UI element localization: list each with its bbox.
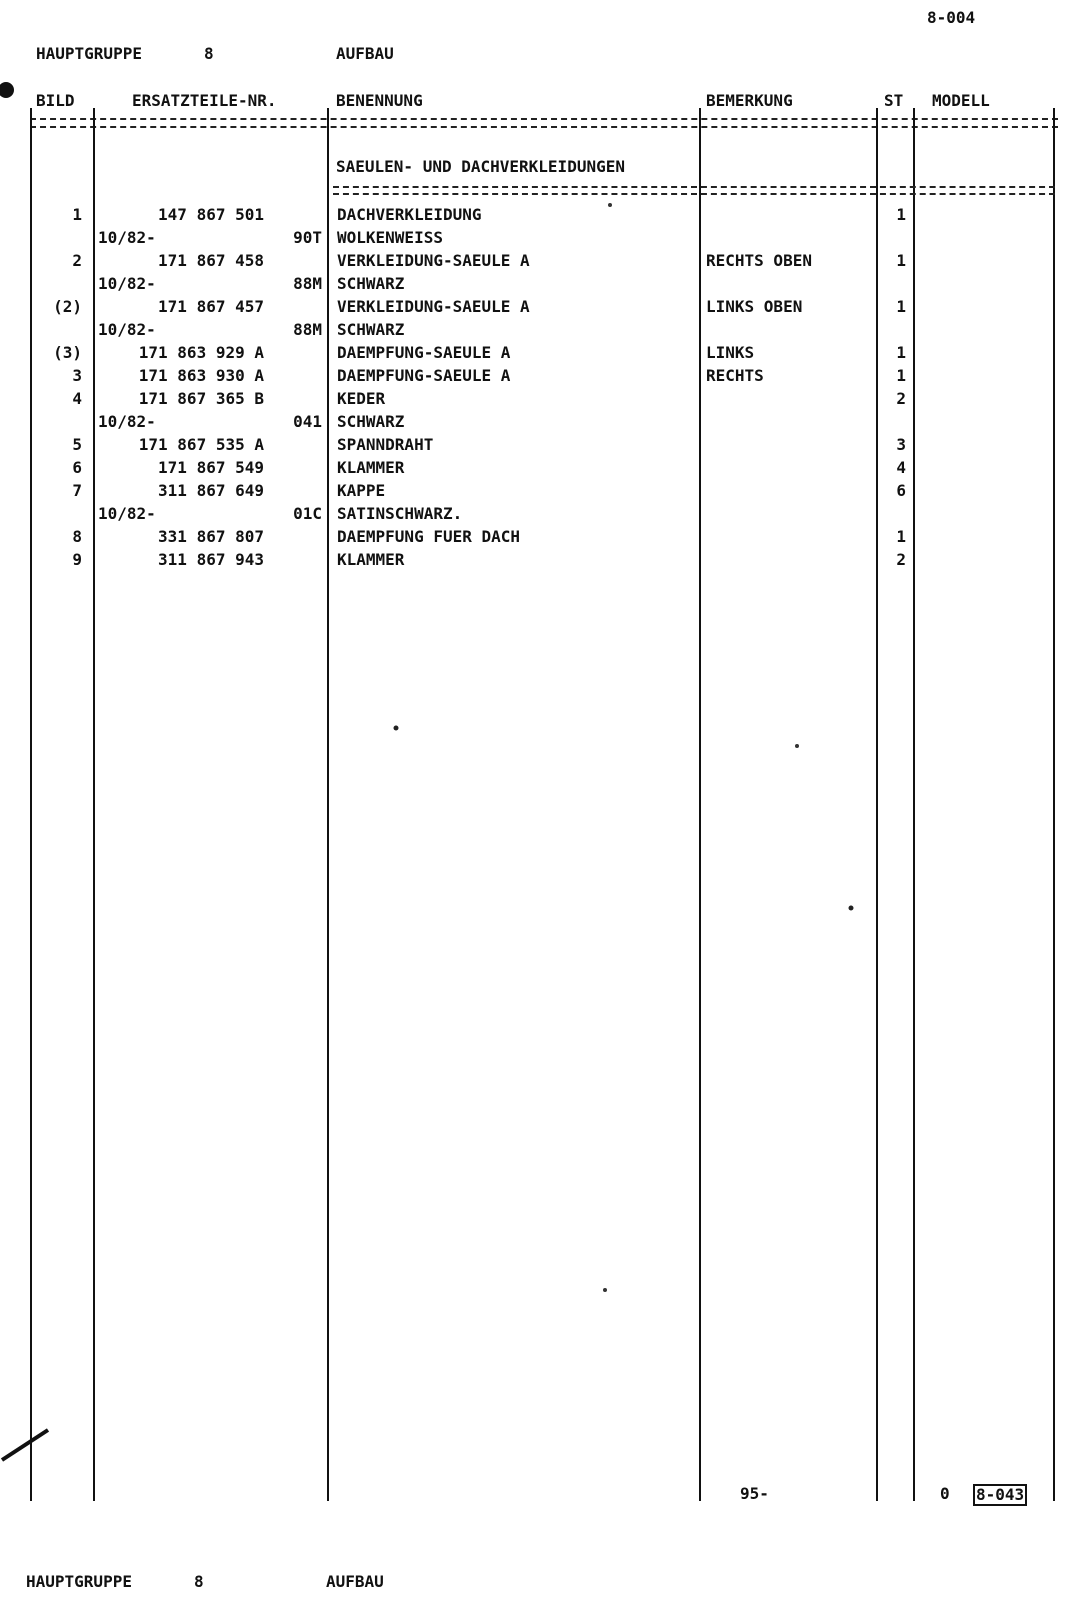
col-header-bild: BILD <box>36 91 75 110</box>
row-name: KLAMMER <box>337 550 405 569</box>
row-qty: 1 <box>896 205 906 224</box>
row-qty: 1 <box>896 251 906 270</box>
row-name: SATINSCHWARZ. <box>337 504 463 523</box>
row-name: KEDER <box>337 389 386 408</box>
row-name: DAEMPFUNG-SAEULE A <box>337 366 511 385</box>
row-color-code: 041 <box>293 412 322 431</box>
row-partno: 171 863 929 A <box>138 343 264 362</box>
row-partno: 171 867 458 <box>158 251 264 270</box>
row-name: KLAMMER <box>337 458 405 477</box>
row-bild: 1 <box>72 205 82 224</box>
row-date: 10/82- <box>98 504 156 523</box>
speck <box>849 906 854 911</box>
row-name: SCHWARZ <box>337 412 405 431</box>
row-partno: 171 867 365 B <box>138 389 264 408</box>
row-remark: LINKS OBEN <box>706 297 803 316</box>
speck <box>795 744 799 748</box>
row-partno: 147 867 501 <box>158 205 264 224</box>
bottom-group-label: HAUPTGRUPPE <box>26 1572 132 1591</box>
row-name: SPANNDRAHT <box>337 435 434 454</box>
speck <box>394 726 399 731</box>
row-partno: 171 867 549 <box>158 458 264 477</box>
bottom-group-number: 8 <box>194 1572 204 1591</box>
page-reference: 8-043 <box>973 1484 1027 1506</box>
row-bild: 7 <box>72 481 82 500</box>
row-name: SCHWARZ <box>337 320 405 339</box>
page-number: 8-004 <box>927 8 976 27</box>
section-title: SAEULEN- UND DACHVERKLEIDUNGEN <box>336 157 625 176</box>
punch-hole-mark <box>0 82 14 98</box>
row-color-code: 88M <box>293 320 322 339</box>
bottom-group-name: AUFBAU <box>326 1572 384 1591</box>
group-label: HAUPTGRUPPE <box>36 44 142 63</box>
row-qty: 2 <box>896 550 906 569</box>
row-qty: 1 <box>896 527 906 546</box>
group-name: AUFBAU <box>336 44 394 63</box>
speck <box>603 1288 607 1292</box>
footer-flag: 0 <box>940 1484 950 1503</box>
row-partno: 171 863 930 A <box>138 366 264 385</box>
col-header-model: MODELL <box>932 91 990 110</box>
row-bild: 2 <box>72 251 82 270</box>
row-partno: 311 867 649 <box>158 481 264 500</box>
row-bild: (2) <box>53 297 82 316</box>
row-qty: 2 <box>896 389 906 408</box>
col-header-partno: ERSATZTEILE-NR. <box>132 91 277 110</box>
footer-code: 95- <box>740 1484 769 1503</box>
row-bild: 9 <box>72 550 82 569</box>
row-bild: 4 <box>72 389 82 408</box>
row-partno: 311 867 943 <box>158 550 264 569</box>
row-remark: LINKS <box>706 343 755 362</box>
row-bild: (3) <box>53 343 82 362</box>
row-qty: 1 <box>896 366 906 385</box>
row-name: DACHVERKLEIDUNG <box>337 205 482 224</box>
speck <box>608 203 612 207</box>
row-date: 10/82- <box>98 320 156 339</box>
group-number: 8 <box>204 44 214 63</box>
row-color-code: 90T <box>293 228 322 247</box>
row-date: 10/82- <box>98 274 156 293</box>
row-qty: 4 <box>896 458 906 477</box>
row-name: VERKLEIDUNG-SAEULE A <box>337 251 530 270</box>
col-header-qty: ST <box>884 91 904 110</box>
row-name: SCHWARZ <box>337 274 405 293</box>
row-color-code: 01C <box>293 504 322 523</box>
row-partno: 171 867 457 <box>158 297 264 316</box>
row-bild: 8 <box>72 527 82 546</box>
row-date: 10/82- <box>98 412 156 431</box>
row-qty: 1 <box>896 297 906 316</box>
col-header-name: BENENNUNG <box>336 91 423 110</box>
row-bild: 5 <box>72 435 82 454</box>
row-name: WOLKENWEISS <box>337 228 443 247</box>
row-remark: RECHTS OBEN <box>706 251 812 270</box>
row-qty: 3 <box>896 435 906 454</box>
row-qty: 1 <box>896 343 906 362</box>
row-partno: 331 867 807 <box>158 527 264 546</box>
row-bild: 3 <box>72 366 82 385</box>
row-qty: 6 <box>896 481 906 500</box>
row-name: KAPPE <box>337 481 386 500</box>
row-color-code: 88M <box>293 274 322 293</box>
row-date: 10/82- <box>98 228 156 247</box>
row-bild: 6 <box>72 458 82 477</box>
row-remark: RECHTS <box>706 366 764 385</box>
row-name: DAEMPFUNG-SAEULE A <box>337 343 511 362</box>
row-name: VERKLEIDUNG-SAEULE A <box>337 297 530 316</box>
col-header-remark: BEMERKUNG <box>706 91 793 110</box>
pen-mark <box>2 1430 48 1460</box>
row-name: DAEMPFUNG FUER DACH <box>337 527 521 546</box>
row-partno: 171 867 535 A <box>138 435 264 454</box>
